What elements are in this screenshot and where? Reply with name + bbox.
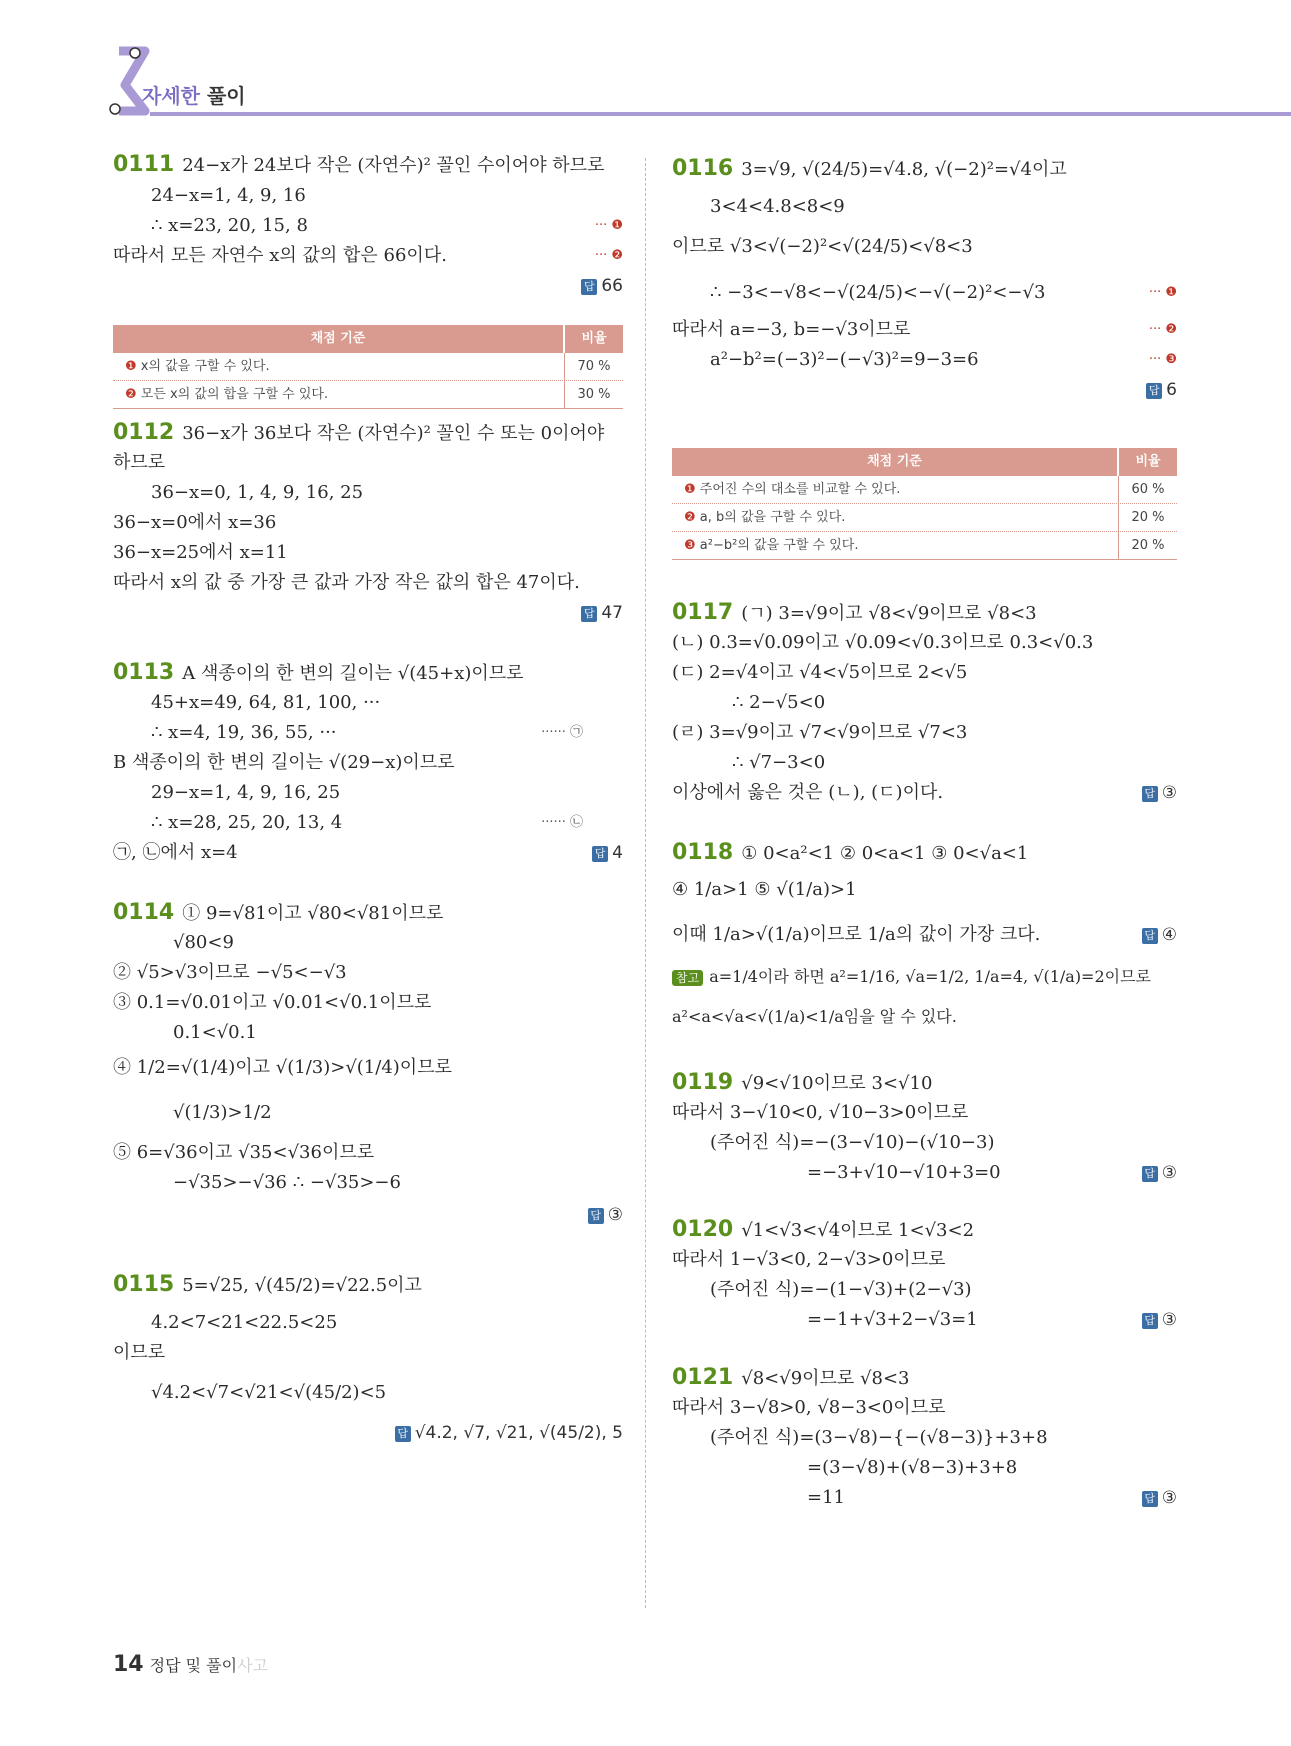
problem-0117: 0117 (ㄱ) 3=√9이고 √8<√9이므로 √8<3 <box>672 600 1037 625</box>
answer-0115: 답 √4.2, √7, √21, √(45/2), 5 <box>113 1418 623 1448</box>
text-line: 따라서 a=−3, b=−√3이므로 ··· ❷ <box>672 319 1177 340</box>
text-line: 4.2<7<21<22.5<25 <box>151 1312 338 1333</box>
table-row: ❶ x의 값을 구할 수 있다. 70 % <box>113 353 623 381</box>
text-line: 따라서 x의 값 중 가장 큰 값과 가장 작은 값의 합은 47이다. <box>113 572 580 593</box>
text-line: 36−x=25에서 x=11 <box>113 542 288 563</box>
answer-0112: 답 47 <box>113 598 623 628</box>
text-line: ③ 0.1=√0.01이고 √0.01<√0.1이므로 <box>113 992 432 1013</box>
text-line: ∴ 2−√5<0 <box>732 692 826 713</box>
table-row: ❷ 모든 x의 값의 합을 구할 수 있다. 30 % <box>113 381 623 409</box>
column-divider <box>645 158 646 1608</box>
text-line: (주어진 식)=−(1−√3)+(2−√3) <box>710 1279 972 1300</box>
text-line: (ㄷ) 2=√4이고 √4<√5이므로 2<√5 <box>672 662 968 683</box>
text-line: ④ 1/2=√(1/4)이고 √(1/3)>√(1/4)이므로 <box>113 1057 452 1078</box>
text-line: ㉠, ㉡에서 x=4 답 4 <box>113 842 623 863</box>
problem-0119: 0119 √9<√10이므로 3<√10 <box>672 1070 933 1095</box>
text-line: −√35>−√36 ∴ −√35>−6 <box>173 1172 401 1193</box>
text-line: 0.1<√0.1 <box>173 1022 257 1043</box>
text-line: 따라서 3−√8>0, √8−3<0이므로 <box>672 1397 946 1418</box>
problem-0114: 0114 ① 9=√81이고 √80<√81이므로 <box>113 900 444 925</box>
problem-0111: 0111 24−x가 24보다 작은 (자연수)² 꼴인 수이어야 하므로 <box>113 152 605 177</box>
text-line: (ㄴ) 0.3=√0.09이고 √0.09<√0.3이므로 0.3<√0.3 <box>672 632 1094 653</box>
page-number: 14 <box>113 1652 144 1677</box>
text-line: 이므로 √3<√(−2)²<√(24/5)<√8<3 <box>672 236 973 257</box>
scoring-table-1: 채점 기준 비율 ❶ x의 값을 구할 수 있다. 70 % ❷ 모든 x의 값의 합을 구할 수 있다. 30 % <box>113 325 623 409</box>
note-line: 참고 a=1/4이라 하면 a²=1/16, √a=1/2, 1/a=4, √(1/a)=2이므로 <box>672 962 1151 992</box>
problem-0118: 0118 ① 0<a²<1 ② 0<a<1 ③ 0<√a<1 <box>672 840 1029 865</box>
problem-0121: 0121 √8<√9이므로 √8<3 <box>672 1365 910 1390</box>
text-line: 하므로 <box>113 452 166 473</box>
text-line: =(3−√8)+(√8−3)+3+8 <box>807 1457 1018 1478</box>
text-line: 따라서 모든 자연수 x의 값의 합은 66이다. ··· ❷ <box>113 245 623 266</box>
text-line: ∴ x=4, 19, 36, 55, ··· ······ ㉠ <box>151 722 583 743</box>
text-line: ∴ x=23, 20, 15, 8 ··· ❶ <box>151 215 623 236</box>
section-title: 자세한 풀이 <box>142 84 246 108</box>
answer-0111: 답 66 <box>113 271 623 301</box>
text-line: ⑤ 6=√36이고 √35<√36이므로 <box>113 1142 375 1163</box>
text-line: ∴ √7−3<0 <box>732 752 826 773</box>
page-header <box>0 0 1291 130</box>
text-line: =−1+√3+2−√3=1 답 ③ <box>807 1309 1177 1330</box>
text-line: 3<4<4.8<8<9 <box>710 196 845 217</box>
header-rule <box>150 112 1291 116</box>
text-line: ∴ x=28, 25, 20, 13, 4 ······ ㉡ <box>151 812 583 833</box>
text-line: (ㄹ) 3=√9이고 √7<√9이므로 √7<3 <box>672 722 968 743</box>
problem-0116: 0116 3=√9, √(24/5)=√4.8, √(−2)²=√4이고 <box>672 156 1067 181</box>
text-line: a²<a<√a<√(1/a)<1/a임을 알 수 있다. <box>672 1007 957 1026</box>
text-line: ② √5>√3이므로 −√5<−√3 <box>113 962 347 983</box>
text-line: 이므로 <box>113 1342 166 1363</box>
table-row: ❸ a²−b²의 값을 구할 수 있다. 20 % <box>672 532 1177 560</box>
problem-0112: 0112 36−x가 36보다 작은 (자연수)² 꼴인 수 또는 0이어야 <box>113 420 605 445</box>
text-line: 따라서 1−√3<0, 2−√3>0이므로 <box>672 1249 946 1270</box>
text-line: B 색종이의 한 변의 길이는 √(29−x)이므로 <box>113 752 455 773</box>
table-row: ❷ a, b의 값을 구할 수 있다. 20 % <box>672 504 1177 532</box>
text-line: 45+x=49, 64, 81, 100, ··· <box>151 692 381 713</box>
text-line: (주어진 식)=(3−√8)−{−(√8−3)}+3+8 <box>710 1427 1048 1448</box>
table-row: ❶ 주어진 수의 대소를 비교할 수 있다. 60 % <box>672 476 1177 504</box>
text-line: =−3+√10−√10+3=0 답 ③ <box>807 1162 1177 1183</box>
answer-0114: 답 ③ <box>113 1200 623 1230</box>
text-line: √80<9 <box>173 932 234 953</box>
text-line: (주어진 식)=−(3−√10)−(√10−3) <box>710 1132 995 1153</box>
text-line: √4.2<√7<√21<√(45/2)<5 <box>151 1382 387 1403</box>
text-line: 36−x=0에서 x=36 <box>113 512 277 533</box>
text-line: 따라서 3−√10<0, √10−3>0이므로 <box>672 1102 969 1123</box>
problem-0115: 0115 5=√25, √(45/2)=√22.5이고 <box>113 1272 422 1297</box>
text-line: ④ 1/a>1 ⑤ √(1/a)>1 <box>672 879 857 900</box>
page-footer: 14 정답 및 풀이사고 <box>113 1652 268 1677</box>
text-line: 36−x=0, 1, 4, 9, 16, 25 <box>151 482 364 503</box>
problem-0113: 0113 A 색종이의 한 변의 길이는 √(45+x)이므로 <box>113 660 524 685</box>
text-line: 29−x=1, 4, 9, 16, 25 <box>151 782 341 803</box>
text-line: =11 답 ③ <box>807 1487 1177 1508</box>
problem-0120: 0120 √1<√3<√4이므로 1<√3<2 <box>672 1217 975 1242</box>
text-line: 이상에서 옳은 것은 (ㄴ), (ㄷ)이다. 답 ③ <box>672 782 1177 803</box>
scoring-table-2: 채점 기준 비율 ❶ 주어진 수의 대소를 비교할 수 있다. 60 % ❷ a, b의 값을 구할 수 있다. 20 % ❸ a²−b²의 값을 구할 수 있다. 20 % <box>672 448 1177 560</box>
text-line: √(1/3)>1/2 <box>173 1102 272 1123</box>
text-line: a²−b²=(−3)²−(−√3)²=9−3=6 ··· ❸ <box>710 349 1177 370</box>
text-line: ∴ −3<−√8<−√(24/5)<−√(−2)²<−√3 ··· ❶ <box>710 282 1177 303</box>
text-line: 이때 1/a>√(1/a)이므로 1/a의 값이 가장 크다. 답 ④ <box>672 924 1177 945</box>
text-line: 24−x=1, 4, 9, 16 <box>151 185 306 206</box>
answer-0116: 답 6 <box>672 375 1177 405</box>
